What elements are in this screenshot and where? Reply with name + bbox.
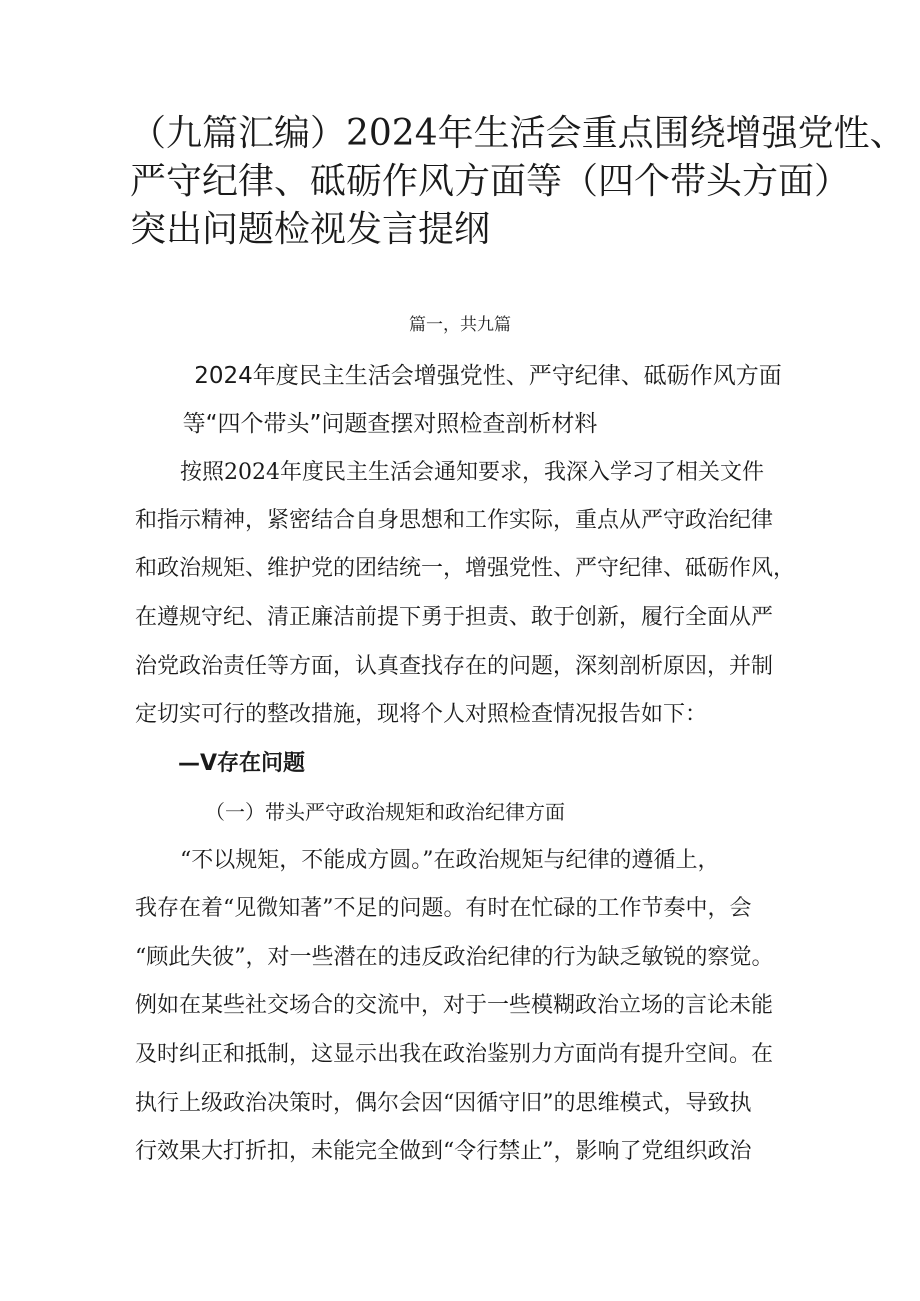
- intro-paragraph-line: 治党政治责任等方面，认真查找存在的问题，深刻剖析原因，并制: [135, 654, 774, 679]
- body-paragraph-line: 例如在某些社交场合的交流中，对于一些模糊政治立场的言论未能: [135, 993, 774, 1018]
- intro-paragraph-line: 定切实可行的整改措施，现将个人对照检查情况报告如下：: [135, 702, 708, 727]
- document-title: [130, 110, 906, 254]
- body-paragraph-line: 执行上级政治决策时，偶尔会因“因循守旧”的思维模式，导致执: [135, 1091, 752, 1116]
- part-label: 篇一，共九篇: [409, 315, 511, 335]
- body-paragraph-line: 我存在着“见微知著”不足的问题。有时在忙碌的工作节奏中，会: [135, 896, 752, 921]
- body-paragraph-line: “顾此失彼”，对一些潜在的违反政治纪律的行为缺乏敏锐的察觉。: [135, 945, 774, 970]
- intro-paragraph-line: 在遵规守纪、清正廉洁前提下勇于担责、敢于创新，履行全面从严: [135, 605, 774, 630]
- body-paragraph-line: 行效果大打折扣，未能完全做到“令行禁止”，影响了党组织政治: [135, 1139, 752, 1164]
- section-heading: —V存在问题: [178, 751, 306, 776]
- body-paragraph-line: 及时纠正和抵制，这显示出我在政治鉴别力方面尚有提升空间。在: [135, 1042, 774, 1067]
- body-paragraph-line: “不以规矩，不能成方圆。”在政治规矩与纪律的遵循上，: [180, 848, 720, 873]
- sub-heading: （一）带头严守政治规矩和政治纪律方面: [205, 800, 565, 824]
- intro-paragraph-line: 和指示精神，紧密结合自身思想和工作实际，重点从严守政治纪律: [135, 508, 774, 533]
- article-title-line: 等“四个带头”问题查摆对照检查剖析材料: [182, 411, 598, 437]
- document-title-line: 突出问题检视发言提纲: [130, 209, 491, 250]
- intro-paragraph-line: 和政治规矩、维护党的团结统一，增强党性、严守纪律、砥砺作风，: [135, 556, 796, 581]
- document-title-line: （九篇汇编）2024年生活会重点围绕增强党性、: [130, 113, 906, 154]
- document-title-line: 严守纪律、砥砺作风方面等（四个带头方面）: [130, 161, 851, 202]
- intro-paragraph-line: 按照2024年度民主生活会通知要求，我深入学习了相关文件: [180, 460, 764, 485]
- article-title-line: 2024年度民主生活会增强党性、严守纪律、砥砺作风方面: [194, 363, 782, 389]
